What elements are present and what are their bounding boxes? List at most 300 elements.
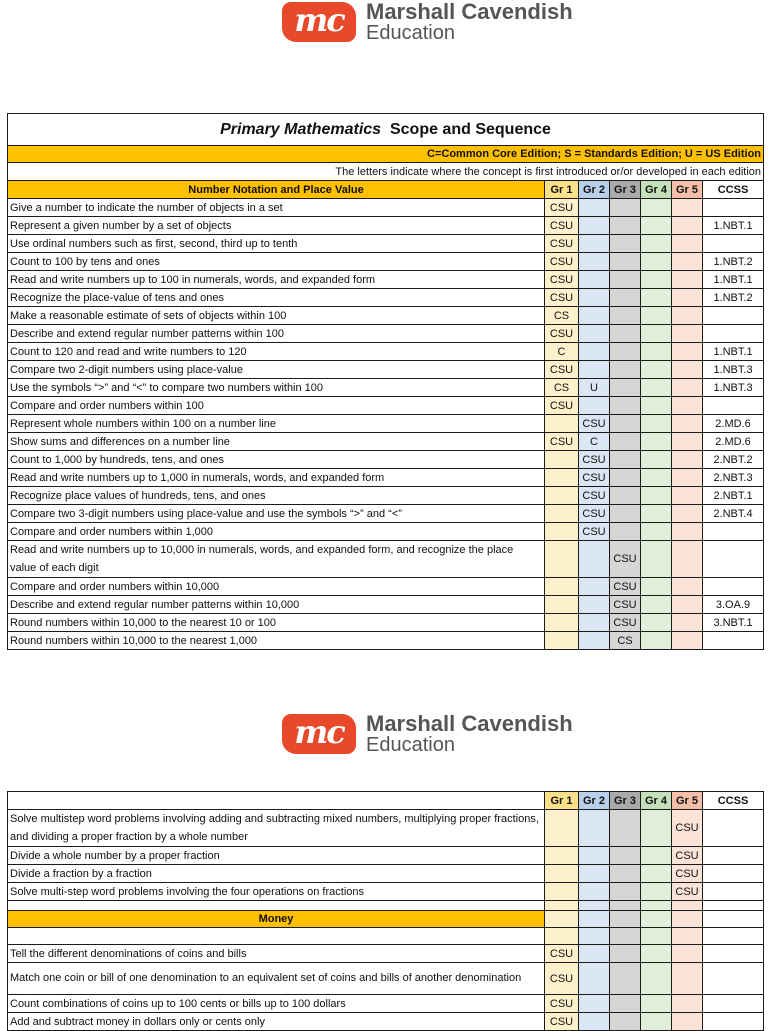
grade-2-cell: U [579, 379, 610, 397]
ccss-cell: 1.NBT.1 [703, 343, 764, 361]
grade-4-cell [641, 810, 672, 847]
grade-5-cell [672, 469, 703, 487]
col-gr2: Gr 2 [579, 792, 610, 810]
grade-4-cell [641, 945, 672, 963]
brand-logo-top [282, 0, 582, 48]
grade-2-cell [579, 397, 610, 415]
grade-2-cell [579, 361, 610, 379]
grade-5-cell [672, 596, 703, 614]
section-heading-empty [8, 792, 545, 810]
skill-description: Round numbers within 10,000 to the nearest 10 or 100 [8, 614, 545, 632]
ccss-cell: 2.MD.6 [703, 433, 764, 451]
grade-2-cell [579, 541, 610, 578]
skill-description: Describe and extend regular number patterns within 100 [8, 325, 545, 343]
grade-3-cell [610, 397, 641, 415]
ccss-cell [703, 945, 764, 963]
brand-sub: Education [366, 734, 455, 756]
grade-1-cell: CSU [545, 963, 579, 995]
spacer-cell [672, 901, 703, 911]
grade-1-cell: CSU [545, 1013, 579, 1031]
grade-5-cell [672, 253, 703, 271]
grade-1-cell [545, 451, 579, 469]
skill-description: Use the symbols “>” and “<” to compare two numbers within 100 [8, 379, 545, 397]
col-gr2: Gr 2 [579, 181, 610, 199]
grade-1-cell: C [545, 343, 579, 361]
grade-1-cell: CS [545, 379, 579, 397]
grade-3-cell [610, 963, 641, 995]
grade-3-cell [610, 217, 641, 235]
table-row [8, 810, 764, 847]
spacer-cell [8, 928, 545, 945]
grade-4-cell [641, 379, 672, 397]
grade-5-cell [672, 307, 703, 325]
spacer-cell [703, 928, 764, 945]
grade-4-cell [641, 865, 672, 883]
grade-4-cell [641, 523, 672, 541]
grade-5-cell [672, 614, 703, 632]
skill-description: Recognize the place-value of tens and ones [8, 289, 545, 307]
grade-2-cell: CSU [579, 415, 610, 433]
grade-5-cell [672, 235, 703, 253]
brand-sub: Education [366, 22, 455, 44]
ccss-cell: 1.NBT.1 [703, 217, 764, 235]
ccss-cell [703, 235, 764, 253]
ccss-cell: 2.NBT.2 [703, 451, 764, 469]
grade-3-cell [610, 235, 641, 253]
table-row [8, 433, 764, 451]
grade-2-cell [579, 810, 610, 847]
table-row [8, 578, 764, 596]
ccss-cell [703, 847, 764, 865]
grade-5-cell [672, 945, 703, 963]
grade-3-cell [610, 810, 641, 847]
section-cell [579, 911, 610, 928]
grade-4-cell [641, 289, 672, 307]
table-row [8, 505, 764, 523]
grade-3-cell [610, 505, 641, 523]
grade-2-cell: CSU [579, 523, 610, 541]
skill-description: Solve multistep word problems involving adding and subtracting mixed numbers, multiplying proper fractions, and dividing a proper fraction by a whole number [8, 810, 545, 847]
grade-4-cell [641, 271, 672, 289]
grade-3-cell: CSU [610, 541, 641, 578]
skill-description: Recognize place values of hundreds, tens, and ones [8, 487, 545, 505]
grade-5-cell [672, 523, 703, 541]
grade-2-cell [579, 289, 610, 307]
grade-5-cell [672, 415, 703, 433]
grade-2-cell [579, 199, 610, 217]
grade-3-cell [610, 847, 641, 865]
ccss-cell: 1.NBT.2 [703, 289, 764, 307]
spacer-cell [579, 901, 610, 911]
grade-5-cell [672, 487, 703, 505]
grade-3-cell [610, 1013, 641, 1031]
skill-description: Read and write numbers up to 1,000 in numerals, words, and expanded form [8, 469, 545, 487]
ccss-cell [703, 883, 764, 901]
legend-note: The letters indicate where the concept is first introduced or/or developed in each edition [8, 163, 764, 181]
grade-4-cell [641, 1013, 672, 1031]
section-cell [641, 911, 672, 928]
grade-3-cell [610, 415, 641, 433]
brand-name: Marshall Cavendish [366, 711, 573, 736]
ccss-cell [703, 523, 764, 541]
ccss-cell [703, 995, 764, 1013]
brand-name: Marshall Cavendish [366, 0, 573, 24]
grade-1-cell [545, 505, 579, 523]
grade-4-cell [641, 217, 672, 235]
ccss-cell: 1.NBT.1 [703, 271, 764, 289]
grade-3-cell [610, 325, 641, 343]
grade-4-cell [641, 451, 672, 469]
grade-5-cell: CSU [672, 810, 703, 847]
section-heading: Money [8, 911, 545, 928]
grade-4-cell [641, 253, 672, 271]
grade-3-cell [610, 289, 641, 307]
col-gr1: Gr 1 [545, 792, 579, 810]
table-row [8, 217, 764, 235]
ccss-cell [703, 325, 764, 343]
grade-2-cell [579, 578, 610, 596]
grade-4-cell [641, 883, 672, 901]
ccss-cell [703, 632, 764, 650]
skill-description: Add and subtract money in dollars only or cents only [8, 1013, 545, 1031]
spacer-cell [641, 928, 672, 945]
grade-5-cell [672, 289, 703, 307]
grade-2-cell [579, 343, 610, 361]
grade-1-cell: CSU [545, 945, 579, 963]
grade-3-cell [610, 361, 641, 379]
grade-2-cell: CSU [579, 487, 610, 505]
grade-1-cell: CSU [545, 235, 579, 253]
spacer-cell [545, 928, 579, 945]
grade-1-cell [545, 541, 579, 578]
grade-2-cell [579, 307, 610, 325]
section-cell [545, 911, 579, 928]
ccss-cell [703, 307, 764, 325]
grade-5-cell [672, 199, 703, 217]
grade-4-cell [641, 995, 672, 1013]
grade-5-cell [672, 505, 703, 523]
grade-2-cell [579, 865, 610, 883]
ccss-cell: 1.NBT.3 [703, 379, 764, 397]
grade-1-cell: CSU [545, 325, 579, 343]
section-cell [703, 911, 764, 928]
grade-4-cell [641, 963, 672, 995]
col-gr5: Gr 5 [672, 181, 703, 199]
grade-3-cell [610, 451, 641, 469]
table-row [8, 847, 764, 865]
grade-3-cell: CSU [610, 596, 641, 614]
grade-5-cell [672, 433, 703, 451]
section-heading: Number Notation and Place Value [8, 181, 545, 199]
skill-description: Read and write numbers up to 10,000 in numerals, words, and expanded form, and recognize the place value of each digit [8, 541, 545, 578]
grade-1-cell: CSU [545, 199, 579, 217]
grade-5-cell [672, 217, 703, 235]
ccss-cell: 2.MD.6 [703, 415, 764, 433]
grade-3-cell [610, 199, 641, 217]
grade-4-cell [641, 578, 672, 596]
grade-1-cell: CSU [545, 361, 579, 379]
table-row [8, 523, 764, 541]
skill-description: Count to 1,000 by hundreds, tens, and ones [8, 451, 545, 469]
grade-5-cell [672, 1013, 703, 1031]
spacer-cell [672, 928, 703, 945]
table-row [8, 487, 764, 505]
edition-legend: C=Common Core Edition; S = Standards Edition; U = US Edition [8, 146, 764, 163]
grade-2-cell [579, 632, 610, 650]
grade-3-cell [610, 945, 641, 963]
grade-3-cell [610, 253, 641, 271]
table-row [8, 397, 764, 415]
grade-3-cell: CSU [610, 614, 641, 632]
ccss-cell: 2.NBT.4 [703, 505, 764, 523]
grade-4-cell [641, 596, 672, 614]
grade-1-cell: CSU [545, 271, 579, 289]
section-cell [672, 911, 703, 928]
skill-description: Make a reasonable estimate of sets of objects within 100 [8, 307, 545, 325]
grade-1-cell: CS [545, 307, 579, 325]
col-ccss: CCSS [703, 181, 764, 199]
grade-1-cell [545, 883, 579, 901]
grade-4-cell [641, 614, 672, 632]
grade-2-cell [579, 614, 610, 632]
spacer-cell [610, 928, 641, 945]
grade-3-cell [610, 469, 641, 487]
col-gr4: Gr 4 [641, 181, 672, 199]
grade-4-cell [641, 487, 672, 505]
grade-2-cell [579, 235, 610, 253]
table-row [8, 541, 764, 578]
grade-5-cell [672, 325, 703, 343]
grade-5-cell [672, 963, 703, 995]
table-row [8, 379, 764, 397]
skill-description: Round numbers within 10,000 to the nearest 1,000 [8, 632, 545, 650]
ccss-cell [703, 578, 764, 596]
grade-5-cell: CSU [672, 847, 703, 865]
grade-3-cell: CSU [610, 578, 641, 596]
grade-1-cell [545, 865, 579, 883]
grade-4-cell [641, 541, 672, 578]
grade-3-cell [610, 343, 641, 361]
grade-2-cell [579, 883, 610, 901]
grade-2-cell [579, 963, 610, 995]
table-row [8, 596, 764, 614]
grade-1-cell: CSU [545, 995, 579, 1013]
grade-2-cell: CSU [579, 469, 610, 487]
skill-description: Tell the different denominations of coins and bills [8, 945, 545, 963]
grade-3-cell: CS [610, 632, 641, 650]
table-row [8, 963, 764, 995]
ccss-cell [703, 963, 764, 995]
grade-4-cell [641, 199, 672, 217]
grade-4-cell [641, 847, 672, 865]
grade-1-cell: CSU [545, 433, 579, 451]
grade-1-cell: CSU [545, 397, 579, 415]
grade-4-cell [641, 505, 672, 523]
skill-description: Give a number to indicate the number of objects in a set [8, 199, 545, 217]
header-row [8, 792, 764, 810]
table-row [8, 235, 764, 253]
ccss-cell: 2.NBT.1 [703, 487, 764, 505]
grade-1-cell [545, 632, 579, 650]
grade-1-cell: CSU [545, 289, 579, 307]
grade-2-cell [579, 217, 610, 235]
scope-sequence-table-page2 [7, 791, 764, 1031]
ccss-cell [703, 541, 764, 578]
ccss-cell: 1.NBT.3 [703, 361, 764, 379]
ccss-cell [703, 397, 764, 415]
col-gr1: Gr 1 [545, 181, 579, 199]
grade-3-cell [610, 995, 641, 1013]
spacer-cell [8, 901, 545, 911]
spacer-cell [703, 901, 764, 911]
ccss-cell [703, 1013, 764, 1031]
skill-description: Match one coin or bill of one denomination to an equivalent set of coins and bills of another denomination [8, 963, 545, 995]
mc-logo-icon: mc [282, 2, 356, 42]
grade-4-cell [641, 307, 672, 325]
mc-logo-icon: mc [282, 714, 356, 754]
grade-1-cell [545, 487, 579, 505]
table-row [8, 289, 764, 307]
ccss-cell: 2.NBT.3 [703, 469, 764, 487]
skill-description: Represent a given number by a set of objects [8, 217, 545, 235]
table-row [8, 253, 764, 271]
col-gr3: Gr 3 [610, 181, 641, 199]
grade-5-cell [672, 271, 703, 289]
grade-3-cell [610, 379, 641, 397]
skill-description: Compare and order numbers within 10,000 [8, 578, 545, 596]
table-row [8, 271, 764, 289]
skill-description: Divide a whole number by a proper fraction [8, 847, 545, 865]
grade-2-cell: CSU [579, 505, 610, 523]
spacer-cell [610, 901, 641, 911]
skill-description: Represent whole numbers within 100 on a number line [8, 415, 545, 433]
table-row [8, 361, 764, 379]
grade-1-cell [545, 523, 579, 541]
skill-description: Compare two 3-digit numbers using place-value and use the symbols “>” and “<” [8, 505, 545, 523]
grade-2-cell [579, 271, 610, 289]
table-row [8, 199, 764, 217]
grade-5-cell: CSU [672, 865, 703, 883]
ccss-cell: 1.NBT.2 [703, 253, 764, 271]
grade-5-cell: CSU [672, 883, 703, 901]
skill-description: Compare and order numbers within 1,000 [8, 523, 545, 541]
spacer-cell [545, 901, 579, 911]
section-cell [610, 911, 641, 928]
grade-1-cell [545, 415, 579, 433]
table-row [8, 415, 764, 433]
grade-5-cell [672, 343, 703, 361]
ccss-cell [703, 810, 764, 847]
skill-description: Read and write numbers up to 100 in numerals, words, and expanded form [8, 271, 545, 289]
grade-5-cell [672, 361, 703, 379]
col-gr5: Gr 5 [672, 792, 703, 810]
grade-1-cell [545, 578, 579, 596]
ccss-cell [703, 199, 764, 217]
grade-2-cell: C [579, 433, 610, 451]
grade-4-cell [641, 325, 672, 343]
table-row [8, 945, 764, 963]
grade-4-cell [641, 469, 672, 487]
grade-5-cell [672, 541, 703, 578]
grade-3-cell [610, 865, 641, 883]
grade-5-cell [672, 578, 703, 596]
skill-description: Compare and order numbers within 100 [8, 397, 545, 415]
grade-1-cell: CSU [545, 217, 579, 235]
grade-3-cell [610, 487, 641, 505]
grade-2-cell: CSU [579, 451, 610, 469]
skill-description: Divide a fraction by a fraction [8, 865, 545, 883]
grade-1-cell [545, 847, 579, 865]
table-row [8, 995, 764, 1013]
grade-3-cell [610, 307, 641, 325]
section-row-money [8, 911, 764, 928]
ccss-cell: 3.OA.9 [703, 596, 764, 614]
grade-1-cell [545, 469, 579, 487]
grade-3-cell [610, 523, 641, 541]
grade-5-cell [672, 397, 703, 415]
table-row [8, 1013, 764, 1031]
ccss-cell [703, 865, 764, 883]
header-row [8, 181, 764, 199]
grade-5-cell [672, 379, 703, 397]
table-row [8, 343, 764, 361]
grade-4-cell [641, 235, 672, 253]
grade-1-cell [545, 810, 579, 847]
spacer-row [8, 901, 764, 911]
grade-2-cell [579, 325, 610, 343]
grade-4-cell [641, 632, 672, 650]
grade-4-cell [641, 343, 672, 361]
scope-sequence-table [7, 113, 764, 650]
grade-5-cell [672, 632, 703, 650]
grade-4-cell [641, 433, 672, 451]
grade-2-cell [579, 995, 610, 1013]
table-row [8, 883, 764, 901]
table-row [8, 614, 764, 632]
table-row [8, 632, 764, 650]
table-row [8, 325, 764, 343]
grade-1-cell: CSU [545, 253, 579, 271]
spacer-cell [641, 901, 672, 911]
brand-logo-bottom [282, 712, 582, 760]
table-row [8, 451, 764, 469]
grade-1-cell [545, 614, 579, 632]
spacer-cell [579, 928, 610, 945]
spacer-row [8, 928, 764, 945]
skill-description: Count combinations of coins up to 100 cents or bills up to 100 dollars [8, 995, 545, 1013]
col-ccss: CCSS [703, 792, 764, 810]
grade-4-cell [641, 361, 672, 379]
skill-description: Compare two 2-digit numbers using place-value [8, 361, 545, 379]
table-row [8, 469, 764, 487]
grade-5-cell [672, 451, 703, 469]
col-gr4: Gr 4 [641, 792, 672, 810]
skill-description: Show sums and differences on a number line [8, 433, 545, 451]
grade-2-cell [579, 945, 610, 963]
grade-2-cell [579, 1013, 610, 1031]
table-row [8, 865, 764, 883]
grade-3-cell [610, 433, 641, 451]
col-gr3: Gr 3 [610, 792, 641, 810]
ccss-cell: 3.NBT.1 [703, 614, 764, 632]
grade-3-cell [610, 883, 641, 901]
skill-description: Use ordinal numbers such as first, second, third up to tenth [8, 235, 545, 253]
table-title: Primary Mathematics Scope and Sequence [8, 114, 764, 146]
skill-description: Solve multi-step word problems involving the four operations on fractions [8, 883, 545, 901]
grade-2-cell [579, 847, 610, 865]
table-row [8, 307, 764, 325]
grade-2-cell [579, 253, 610, 271]
